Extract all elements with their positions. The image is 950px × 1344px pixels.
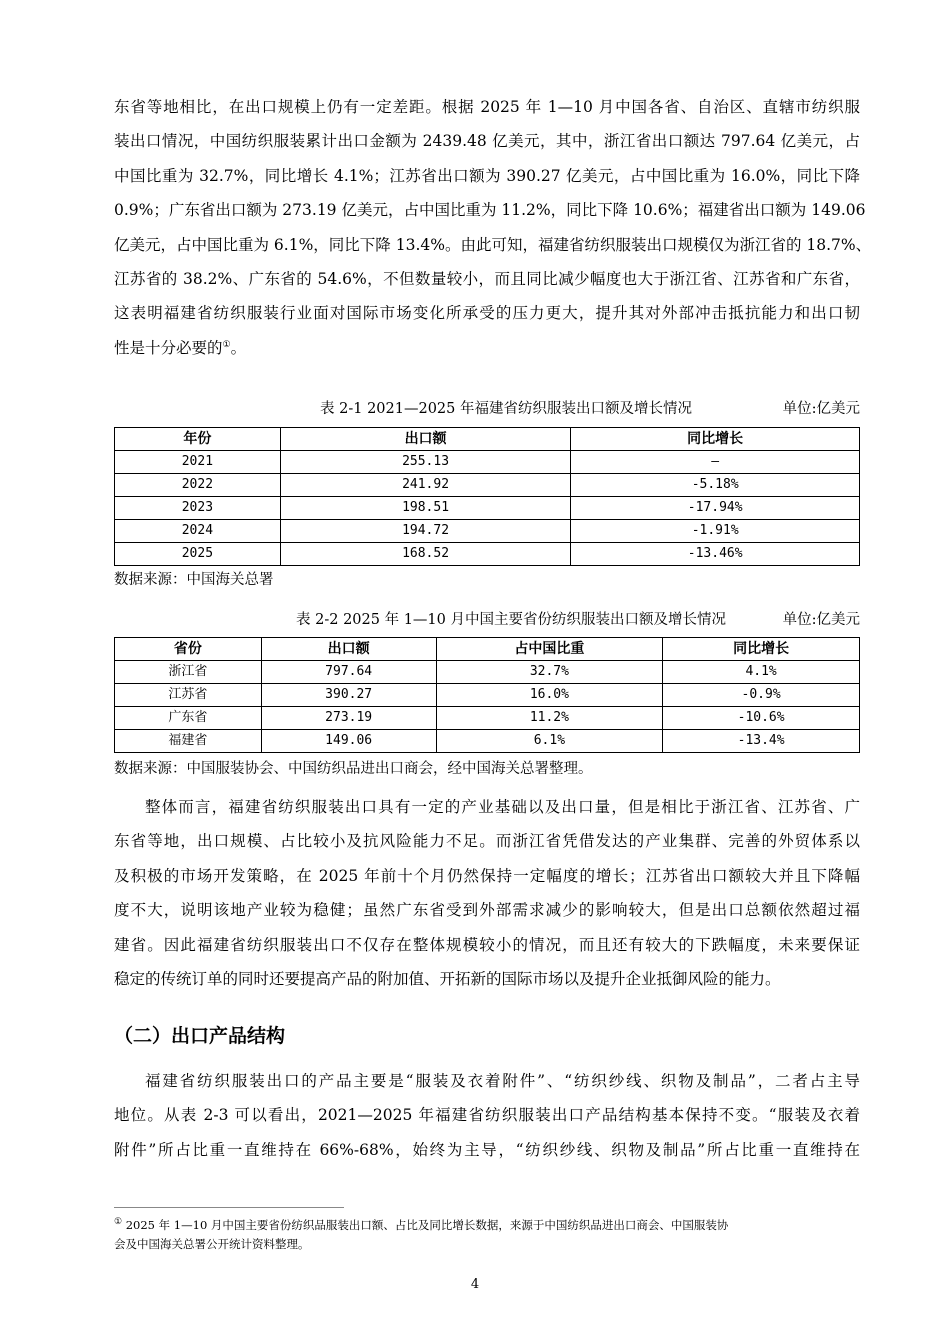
text-line: 建省。因此福建省纺织服装出口不仅存在整体规模较小的情况，而且还有较大的下跌幅度，未来要保证 (114, 935, 860, 954)
column-header: 出口额 (280, 428, 571, 451)
footnote-line: 会及中国海关总署公开统计资料整理。 (114, 1237, 310, 1251)
table-cell: 198.51 (280, 497, 571, 520)
table-source-note: 数据来源：中国海关总署 (114, 572, 274, 588)
text-line: 亿美元，占中国比重为 6.1%，同比下降 13.4%。由此可知，福建省纺织服装出口规模仅为浙江省的 18.7%、 (114, 235, 872, 254)
table-cell: 241.92 (280, 474, 571, 497)
table-cell: 2023 (115, 497, 281, 520)
table-row (115, 474, 860, 497)
table-cell: 2024 (115, 520, 281, 543)
table-unit: 单位:亿美元 (782, 401, 860, 417)
table-title: 表 2-1 2021—2025 年福建省纺织服装出口额及增长情况 (320, 401, 692, 417)
table-cell: 2021 (115, 451, 281, 474)
table-header-row (115, 638, 860, 661)
text-line: 中国比重为 32.7%，同比增长 4.1%；江苏省出口额为 390.27 亿美元，占中国比重为 16.0%，同比下降 (114, 166, 860, 185)
paragraph-export-comparison (114, 90, 872, 365)
text-line: 附件”所占比重一直维持在 66%-68%，始终为主导，“纺织纱线、织物及制品”所占比重一直维持在 (114, 1140, 860, 1159)
table-cell: 390.27 (261, 684, 436, 707)
text-fragment: 。 (230, 338, 247, 357)
table-cell: -10.6% (663, 707, 860, 730)
table-caption (114, 397, 860, 421)
table-unit: 单位:亿美元 (782, 612, 860, 628)
table-cell: 福建省 (115, 730, 262, 753)
table-cell: 273.19 (261, 707, 436, 730)
text-fragment: 性是十分必要的 (114, 338, 223, 357)
table-cell: -5.18% (571, 474, 860, 497)
table-cell: 797.64 (261, 661, 436, 684)
table-row (115, 497, 860, 520)
table-cell: -0.9% (663, 684, 860, 707)
text-line: 福建省纺织服装出口的产品主要是“服装及衣着附件”、“纺织纱线、织物及制品”，二者占主导 (145, 1072, 860, 1090)
table-cell: 4.1% (663, 661, 860, 684)
text-line: 东省等地，出口规模、占比较小及抗风险能力不足。而浙江省凭借发达的产业集群、完善的外贸体系以 (114, 832, 860, 851)
table-cell: 2025 (115, 543, 281, 566)
table-cell: -13.4% (663, 730, 860, 753)
column-header: 占中国比重 (436, 638, 663, 661)
section-heading: （二）出口产品结构 (114, 1025, 286, 1047)
table-row (115, 730, 860, 753)
table-cell: — (571, 451, 860, 474)
table-cell: 广东省 (115, 707, 262, 730)
text-line: 地位。从表 2-3 可以看出，2021—2025 年福建省纺织服装出口产品结构基本保持不变。“服装及衣着 (114, 1106, 860, 1125)
text-line: 及积极的市场开发策略，在 2025 年前十个月仍然保持一定幅度的增长；江苏省出口额较大并且下降幅 (114, 866, 860, 885)
footnote-separator (114, 1207, 344, 1208)
table-cell: 32.7% (436, 661, 663, 684)
table-cell: 6.1% (436, 730, 663, 753)
footnote-marker: ① (114, 1217, 123, 1228)
table-cell: 149.06 (261, 730, 436, 753)
text-line: 整体而言，福建省纺织服装出口具有一定的产业基础以及出口量，但是相比于浙江省、江苏省、广 (145, 798, 860, 816)
table-cell: 194.72 (280, 520, 571, 543)
table-cell: 168.52 (280, 543, 571, 566)
text-line: 这表明福建省纺织服装行业面对国际市场变化所承受的压力更大，提升其对外部冲击抵抗能力和出口韧 (114, 304, 860, 323)
text-line: 稳定的传统订单的同时还要提高产品的附加值、开拓新的国际市场以及提升企业抵御风险的能力。 (114, 970, 781, 989)
export-by-year-table (114, 427, 860, 566)
paragraph-summary (114, 790, 860, 996)
page-number: 4 (470, 1277, 480, 1292)
table-cell: 2022 (115, 474, 281, 497)
column-header: 出口额 (261, 638, 436, 661)
column-header: 省份 (115, 638, 262, 661)
table-header-row (115, 428, 860, 451)
footnote-ref[interactable]: ① (222, 339, 231, 350)
text-line: 度不大，说明该地产业较为稳健；虽然广东省受到外部需求减少的影响较大，但是出口总额依然超过福 (114, 901, 860, 920)
footnote-text: 2025 年 1—10 月中国主要省份纺织品服装出口额、占比及同比增长数据，来源于中国纺织品进出口商会、中国服装协 (125, 1218, 729, 1232)
footnote-line (114, 1216, 860, 1235)
table-cell: 16.0% (436, 684, 663, 707)
table-cell: 11.2% (436, 707, 663, 730)
footnote (114, 1216, 860, 1254)
column-header: 年份 (115, 428, 281, 451)
table-cell: -17.94% (571, 497, 860, 520)
table-row (115, 520, 860, 543)
table-source-note: 数据来源：中国服装协会、中国纺织品进出口商会，经中国海关总署整理。 (114, 761, 593, 777)
text-line (114, 331, 860, 365)
province-export-table (114, 637, 860, 753)
column-header: 同比增长 (571, 428, 860, 451)
table-row (115, 707, 860, 730)
text-line: 装出口情况，中国纺织服装累计出口金额为 2439.48 亿美元，其中，浙江省出口额达 797.64 亿美元，占 (114, 132, 860, 151)
table-title: 表 2-2 2025 年 1—10 月中国主要省份纺织服装出口额及增长情况 (296, 612, 726, 628)
text-line: 0.9%；广东省出口额为 273.19 亿美元，占中国比重为 11.2%，同比下降 10.6%；福建省出口额为 149.06 (114, 201, 866, 220)
text-line: 东省等地相比，在出口规模上仍有一定差距。根据 2025 年 1—10 月中国各省、自治区、直辖市纺织服 (114, 98, 860, 116)
table-cell: 浙江省 (115, 661, 262, 684)
table-cell: -1.91% (571, 520, 860, 543)
table-cell: -13.46% (571, 543, 860, 566)
column-header: 同比增长 (663, 638, 860, 661)
paragraph-product-structure (114, 1064, 860, 1167)
table-row (115, 661, 860, 684)
table-cell: 江苏省 (115, 684, 262, 707)
table-caption (114, 608, 860, 632)
table-row (115, 684, 860, 707)
text-line: 江苏省的 38.2%、广东省的 54.6%，不但数量较小，而且同比减少幅度也大于浙江省、江苏省和广东省， (114, 270, 860, 289)
table-row (115, 543, 860, 566)
table-row (115, 451, 860, 474)
table-cell: 255.13 (280, 451, 571, 474)
